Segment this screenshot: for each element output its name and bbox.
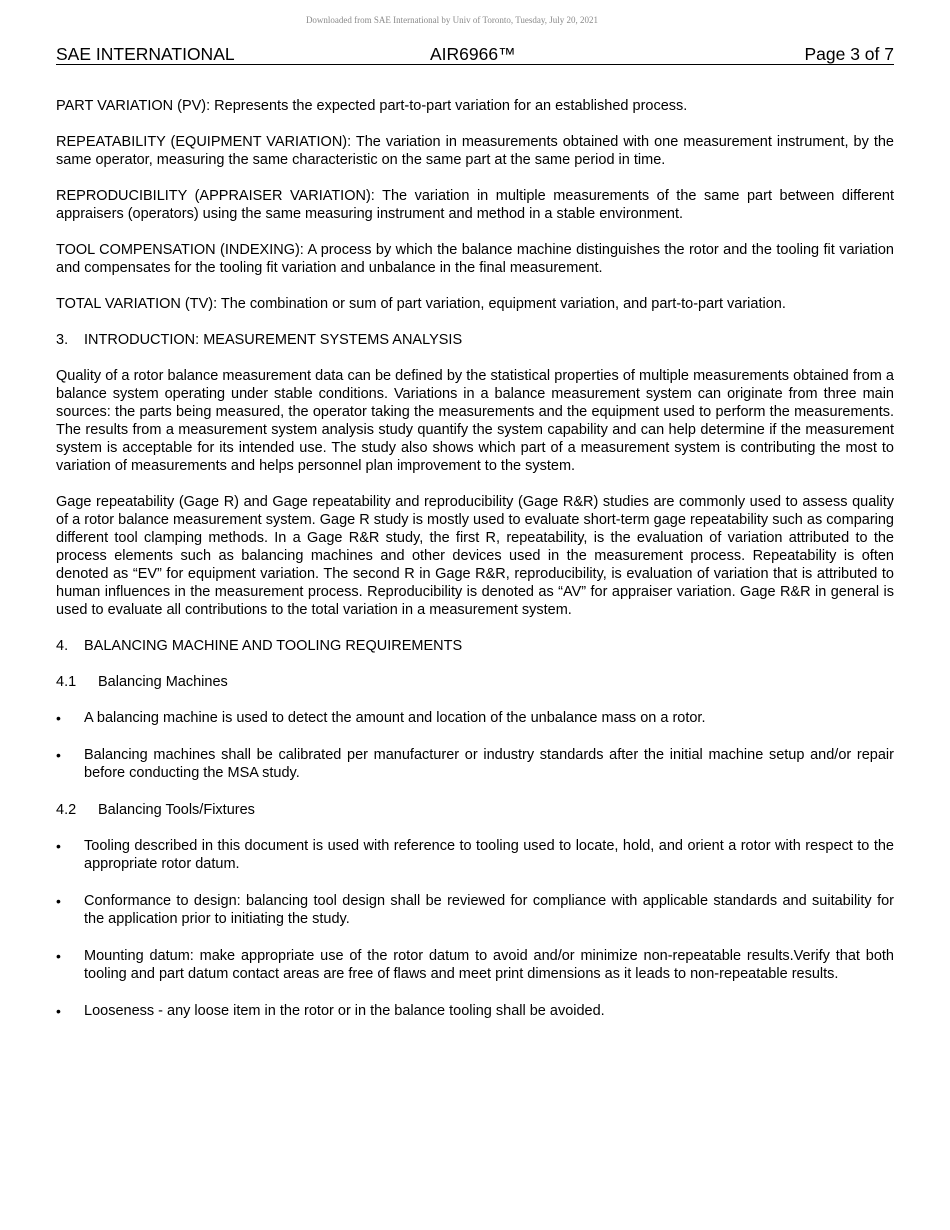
definition-reproducibility: REPRODUCIBILITY (APPRAISER VARIATION): The variation in multiple measurements of the same part between different appraisers (operators) using the same measuring instrument and method in a stable environment. [56,188,894,222]
document-number: AIR6966™ [430,44,516,64]
page-body [56,97,894,1039]
definition-part-variation: PART VARIATION (PV): Represents the expected part-to-part variation for an established process. [56,98,688,114]
section-title: INTRODUCTION: MEASUREMENT SYSTEMS ANALYSIS [84,332,463,348]
section-title: BALANCING MACHINE AND TOOLING REQUIREMENTS [84,638,463,654]
list-item [56,837,894,873]
download-watermark: Downloaded from SAE International by Univ of Toronto, Tuesday, July 20, 2021 [305,15,599,25]
list-item [56,1002,894,1020]
definition-total-variation: TOTAL VARIATION (TV): The combination or sum of part variation, equipment variation, and part-to-part variation. [56,296,786,312]
section-3-heading [56,331,894,349]
paragraph: Gage repeatability (Gage R) and Gage repeatability and reproducibility (Gage R&R) studies are commonly used to assess quality of a rotor balance measurement system. Gage R study is mostly used to evaluate short-term gage repeatability such as comparing different tool clamping methods. In a Gage R&R study, the first R, repeatability, is the evaluation of variation attributed to the process elements such as balancing machines and other devices used in the measurement process. Repeatability is often denoted as “EV” for equipment variation. The second R in Gage R&R, reproducibility, is evaluation of variation that is attributed to human influences in the measurement process. Reproducibility is denoted as “AV” for appraiser variation. Gage R&R in general is used to evaluate all contributions to the total variation in a measurement system. [56,494,894,618]
list-item [56,709,894,727]
list-item [56,746,894,782]
page-number: Page 3 of 7 [804,44,894,64]
list-item-text: Mounting datum: make appropriate use of the rotor datum to avoid and/or minimize non-repeatable results.Verify that both tooling and part datum contact areas are free of flaws and meet print dimensions as it leads to non-repeatable results. [84,948,894,982]
bullet-icon: • [56,710,61,726]
bullet-icon: • [56,1003,61,1019]
paragraph: Quality of a rotor balance measurement data can be defined by the statistical properties of multiple measurements obtained from a balance system operating under stable conditions. Variations in a balance measurement system can originate from three main sources: the parts being measured, the operator taking the measurements and the equipment used to perform the measurements. The results from a measurement system analysis study quantify the system capability and can help determine if the measurement system is acceptable for its intended use. The study also shows which part of a measurement system is contributing the most to variation of measurements and helps personnel plan improvement to the system. [56,368,894,474]
bullet-icon: • [56,838,61,854]
subsection-number: 4.2 [56,802,77,818]
list-item [56,892,894,928]
definition-repeatability: REPEATABILITY (EQUIPMENT VARIATION): The variation in measurements obtained with one measurement instrument, by the same operator, measuring the same characteristic on the same part at the same period in time. [56,134,894,168]
publisher-name: SAE INTERNATIONAL [56,44,235,64]
section-number: 3. [56,332,69,348]
page-header [56,44,894,65]
list-item-text: A balancing machine is used to detect the amount and location of the unbalance mass on a rotor. [84,710,706,726]
section-4-2-heading [56,801,894,819]
section-4-1-heading [56,673,894,691]
subsection-number: 4.1 [56,674,77,690]
section-number: 4. [56,638,69,654]
list-item-text: Looseness - any loose item in the rotor or in the balance tooling shall be avoided. [84,1003,605,1019]
bullet-icon: • [56,893,61,909]
bullet-icon: • [56,948,61,964]
list-item-text: Conformance to design: balancing tool design shall be reviewed for compliance with applicable standards and suitability for the application prior to initiating the study. [84,893,894,927]
subsection-title: Balancing Machines [98,674,228,690]
list-item [56,947,894,983]
list-item-text: Balancing machines shall be calibrated per manufacturer or industry standards after the initial machine setup and/or repair before conducting the MSA study. [84,747,894,781]
subsection-title: Balancing Tools/Fixtures [98,802,255,818]
list-item-text: Tooling described in this document is used with reference to tooling used to locate, hold, and orient a rotor with respect to the appropriate rotor datum. [84,838,894,872]
bullet-icon: • [56,747,61,763]
section-4-heading [56,637,894,655]
definition-tool-compensation: TOOL COMPENSATION (INDEXING): A process by which the balance machine distinguishes the rotor and the tooling fit variation and compensates for the tooling fit variation and unbalance in the final measurement. [56,242,894,276]
